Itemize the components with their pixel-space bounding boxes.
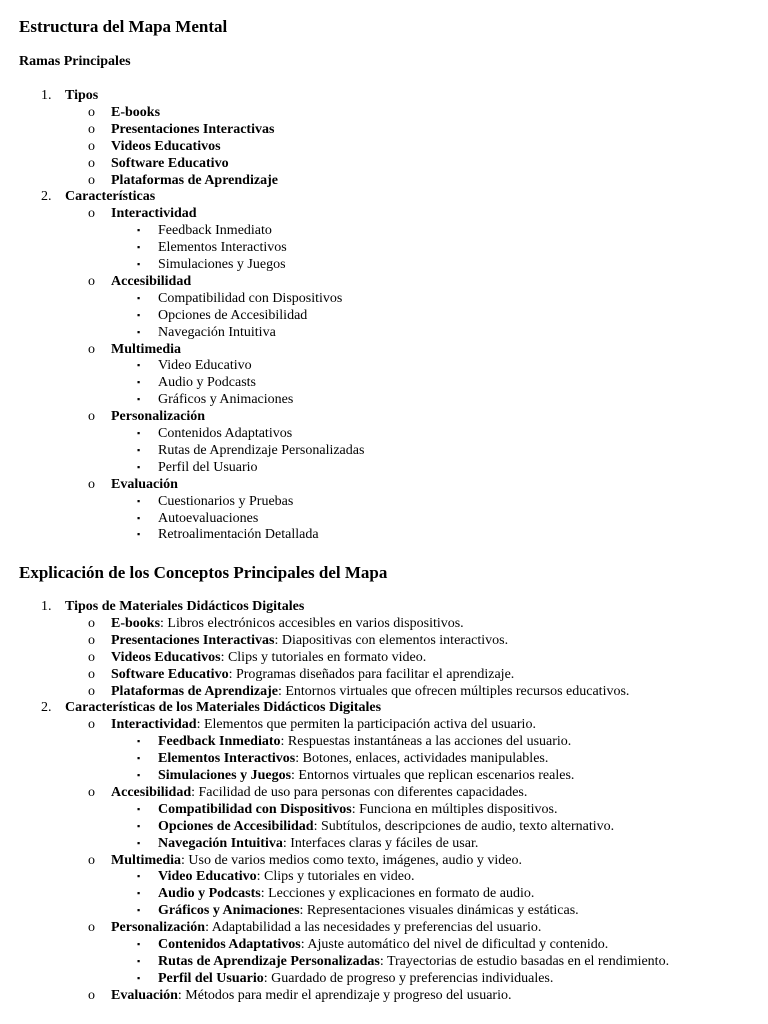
list-bullet: ▪ [137, 939, 141, 949]
list-item-text [111, 632, 508, 649]
item-description: Feedback Inmediato [158, 223, 272, 239]
list-item-text [158, 733, 571, 750]
list-bullet: ▪ [137, 753, 141, 764]
list-item-text [111, 408, 205, 425]
list-item-text [65, 699, 381, 716]
item-description: : Ajuste automático del nivel de dificultad y contenido. [300, 937, 609, 952]
list-bullet: o [88, 920, 95, 936]
item-description: : Métodos para medir el aprendizaje y progreso del usuario. [177, 987, 512, 1003]
list-bullet: ▪ [137, 736, 141, 747]
item-term: Elementos Interactivos [158, 751, 296, 767]
list-item-text [111, 987, 511, 1004]
item-description: Gráficos y Animaciones [158, 392, 294, 408]
item-term: Gráficos y Animaciones [158, 903, 300, 919]
list-bullet: ▪ [137, 259, 141, 269]
item-term: Características de los Materiales Didácticos Digitales [65, 700, 382, 716]
list-bullet: o [88, 121, 95, 137]
item-description: : Clips y tutoriales en video. [256, 869, 415, 885]
item-term: E-books [111, 104, 161, 120]
list-bullet: ▪ [137, 837, 141, 848]
list-bullet: ▪ [137, 955, 141, 966]
item-term: Perfil del Usuario [158, 970, 264, 986]
list-item-text [158, 801, 557, 818]
item-term: Accesibilidad [111, 784, 192, 800]
item-description: Rutas de Aprendizaje Personalizadas [158, 442, 365, 458]
list-item-text [111, 104, 160, 121]
item-term: Simulaciones y Juegos [158, 768, 292, 783]
item-term: Multimedia [111, 341, 181, 357]
item-description: : Uso de varios medios como texto, imágenes, audio y video. [181, 852, 522, 868]
list-bullet: o [88, 104, 95, 120]
list-bullet: o [88, 666, 95, 682]
list-item-text [158, 902, 579, 919]
item-term: Interactividad [111, 717, 197, 733]
item-description: : Diapositivas con elementos interactivos. [274, 632, 509, 648]
item-description: : Libros electrónicos accesibles en varios dispositivos. [160, 615, 464, 631]
list-item-text [158, 493, 293, 510]
list-item-text [111, 666, 514, 683]
list-item-text [65, 598, 304, 615]
list-bullet: o [88, 649, 95, 665]
list-item-text [111, 172, 278, 189]
item-term: Presentaciones Interactivas [111, 121, 275, 137]
list-item-text [158, 290, 342, 307]
item-description: : Lecciones y explicaciones en formato de audio. [260, 886, 535, 902]
list-bullet: ▪ [137, 292, 141, 303]
item-description: : Elementos que permiten la participación activa del usuario. [196, 717, 536, 733]
list-item-text [111, 273, 191, 290]
list-bullet: o [88, 206, 95, 222]
list-number: 1. [41, 599, 52, 614]
list-bullet: o [88, 683, 95, 699]
item-term: Tipos [65, 88, 99, 103]
list-item-text [158, 818, 614, 835]
item-description: : Representaciones visuales dinámicas y estáticas. [299, 903, 579, 919]
list-item-text [65, 188, 155, 205]
item-term: Plataformas de Aprendizaje [111, 683, 278, 699]
list-bullet: o [88, 341, 95, 357]
item-term: Videos Educativos [111, 649, 221, 665]
item-description: Video Educativo [158, 358, 252, 374]
list-bullet: o [88, 155, 95, 171]
item-description: : Respuestas instantáneas a las acciones del usuario. [280, 734, 572, 750]
list-item-text [158, 510, 258, 527]
item-term: Características [65, 189, 156, 205]
list-bullet: ▪ [137, 888, 141, 899]
list-bullet: o [88, 717, 95, 733]
list-item-text [111, 341, 181, 358]
item-term: Opciones de Accesibilidad [158, 818, 314, 834]
item-description: Opciones de Accesibilidad [158, 307, 308, 323]
list-bullet: ▪ [137, 820, 141, 831]
list-number: 2. [41, 189, 52, 205]
item-term: Personalización [111, 920, 206, 936]
list-item-text [158, 442, 364, 459]
list-item-text [65, 87, 98, 104]
item-description: : Entornos virtuales que replican escenarios reales. [291, 768, 575, 783]
item-term: Evaluación [111, 987, 178, 1003]
list-item-text [158, 374, 256, 391]
list-item-text [111, 852, 522, 869]
item-description: : Funciona en múltiples dispositivos. [351, 801, 558, 817]
list-item-text [158, 239, 287, 256]
item-term: Audio y Podcasts [158, 886, 261, 902]
list-item-text [111, 476, 178, 493]
list-item-text [158, 425, 292, 442]
list-item-text [158, 885, 534, 902]
list-item-text [158, 767, 574, 784]
list-bullet: ▪ [137, 495, 141, 506]
list-bullet: o [88, 615, 95, 631]
list-item-text [158, 357, 252, 374]
list-bullet: ▪ [137, 394, 141, 405]
section2-title: Explicación de los Conceptos Principales del Mapa [19, 563, 388, 582]
list-bullet: o [88, 632, 95, 648]
item-description: : Facilidad de uso para personas con diferentes capacidades. [191, 784, 528, 800]
item-description: Contenidos Adaptativos [158, 426, 293, 441]
item-description: : Botones, enlaces, actividades manipulables. [295, 751, 549, 767]
item-description: : Trayectorias de estudio basadas en el rendimiento. [379, 953, 670, 969]
item-description: Retroalimentación Detallada [158, 527, 319, 543]
list-item-text [111, 615, 464, 632]
item-term: Evaluación [111, 476, 178, 492]
item-term: Personalización [111, 409, 206, 425]
list-bullet: ▪ [137, 309, 141, 320]
list-item-text [111, 919, 541, 936]
list-item-text [158, 324, 276, 341]
item-description: : Programas diseñados para facilitar el aprendizaje. [228, 666, 515, 682]
list-bullet: ▪ [137, 377, 141, 388]
item-description: Simulaciones y Juegos [158, 257, 286, 272]
list-bullet: o [88, 852, 95, 868]
item-term: Interactividad [111, 206, 197, 222]
item-description: : Clips y tutoriales en formato video. [220, 649, 427, 665]
list-bullet: ▪ [137, 905, 141, 916]
list-bullet: ▪ [137, 529, 141, 540]
item-term: Compatibilidad con Dispositivos [158, 801, 352, 817]
item-description: Audio y Podcasts [158, 375, 256, 391]
list-bullet: ▪ [137, 444, 141, 455]
list-bullet: ▪ [137, 972, 141, 983]
item-term: E-books [111, 615, 161, 631]
list-bullet: ▪ [137, 803, 141, 814]
list-item-text [111, 205, 197, 222]
item-term: Software Educativo [111, 666, 229, 682]
list-bullet: o [88, 273, 95, 289]
list-item-text [111, 121, 274, 138]
list-bullet: ▪ [137, 871, 141, 882]
list-item-text [158, 936, 608, 953]
item-description: Cuestionarios y Pruebas [158, 493, 294, 509]
list-item-text [158, 835, 478, 852]
list-item-text [111, 138, 221, 155]
item-description: Elementos Interactivos [158, 240, 287, 256]
item-term: Tipos de Materiales Didácticos Digitales [65, 599, 305, 614]
item-term: Software Educativo [111, 155, 229, 171]
list-bullet: o [88, 987, 95, 1003]
item-description: : Adaptabilidad a las necesidades y preferencias del usuario. [205, 920, 542, 936]
item-description: Compatibilidad con Dispositivos [158, 290, 343, 306]
section1-title: Estructura del Mapa Mental [19, 17, 228, 36]
section1-subtitle: Ramas Principales [19, 54, 131, 69]
list-item-text [158, 256, 286, 273]
list-item-text [158, 222, 272, 239]
item-term: Accesibilidad [111, 273, 192, 289]
list-item-text [158, 307, 307, 324]
list-bullet: ▪ [137, 770, 141, 780]
item-description: : Entornos virtuales que ofrecen múltiples recursos educativos. [277, 683, 630, 699]
item-term: Rutas de Aprendizaje Personalizadas [158, 953, 380, 969]
list-item-text [158, 953, 669, 970]
list-item-text [111, 716, 536, 733]
item-term: Presentaciones Interactivas [111, 632, 275, 648]
list-bullet: ▪ [137, 360, 141, 371]
item-term: Navegación Intuitiva [158, 835, 283, 851]
item-term: Contenidos Adaptativos [158, 937, 301, 952]
list-item-text [158, 970, 553, 987]
list-item-text [111, 155, 229, 172]
list-number: 1. [41, 88, 52, 103]
list-bullet: ▪ [137, 512, 141, 523]
list-bullet: ▪ [137, 428, 141, 438]
list-number: 2. [41, 700, 52, 716]
item-term: Videos Educativos [111, 138, 221, 154]
list-bullet: o [88, 476, 95, 492]
item-term: Plataformas de Aprendizaje [111, 172, 278, 188]
item-term: Video Educativo [158, 869, 257, 885]
list-item-text [158, 391, 293, 408]
list-bullet: ▪ [137, 242, 141, 253]
list-bullet: o [88, 138, 95, 154]
list-bullet: ▪ [137, 461, 141, 472]
item-description: Autoevaluaciones [158, 510, 259, 526]
item-term: Feedback Inmediato [158, 734, 281, 750]
list-item-text [158, 526, 319, 543]
list-item-text [158, 868, 415, 885]
list-item-text [158, 750, 548, 767]
list-bullet: o [88, 172, 95, 188]
item-description: Navegación Intuitiva [158, 324, 276, 340]
list-bullet: ▪ [137, 225, 141, 236]
list-item-text [158, 459, 258, 476]
item-description: : Subtítulos, descripciones de audio, texto alternativo. [313, 818, 615, 834]
item-description: Perfil del Usuario [158, 459, 258, 475]
list-item-text [111, 649, 426, 666]
list-bullet: o [88, 784, 95, 800]
list-bullet: o [88, 409, 95, 425]
list-item-text [111, 683, 629, 700]
list-item-text [111, 784, 527, 801]
item-description: : Guardado de progreso y preferencias individuales. [263, 970, 554, 986]
item-description: : Interfaces claras y fáciles de usar. [282, 835, 479, 851]
item-term: Multimedia [111, 852, 181, 868]
list-bullet: ▪ [137, 326, 141, 337]
